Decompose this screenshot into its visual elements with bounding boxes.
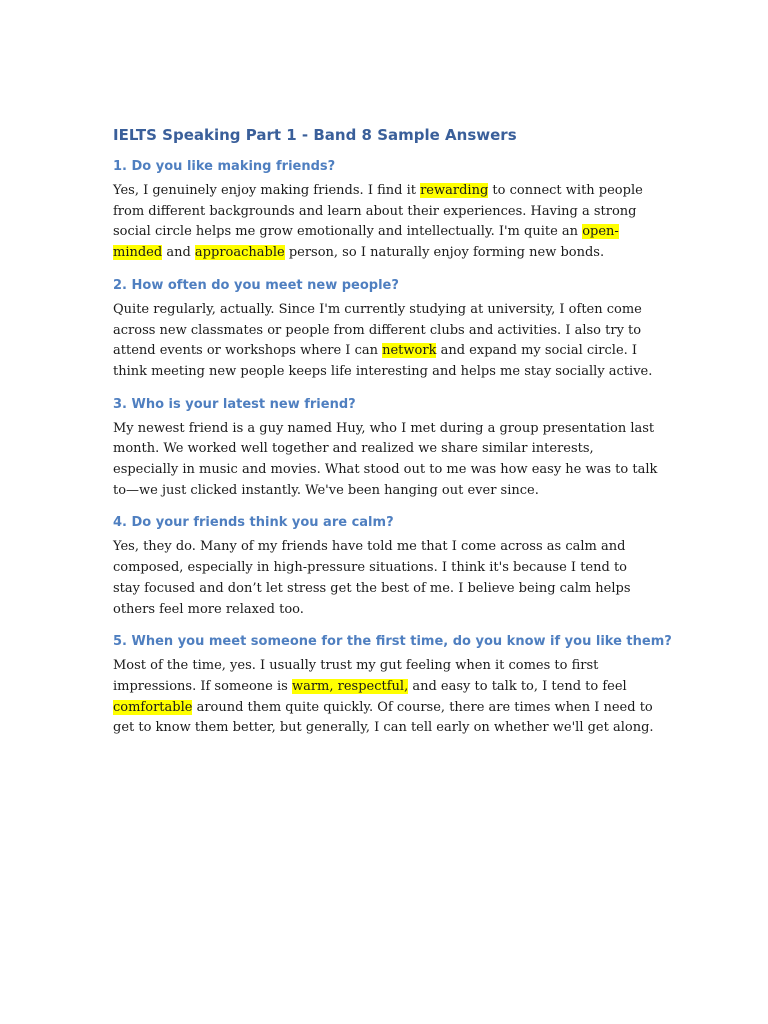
answer-text: Most of the time, yes. I usually trust my gut feeling when it comes to first impressions. If someone is <box>113 658 599 694</box>
question-heading: 2. How often do you meet new people? <box>113 277 399 293</box>
highlighted-term: approachable <box>194 245 285 261</box>
answer-text: and easy to talk to, I tend to feel <box>408 678 627 694</box>
answer-paragraph <box>113 300 658 383</box>
highlighted-term: network <box>382 343 437 359</box>
highlighted-term: warm, respectful, <box>291 678 409 694</box>
question-section-4 <box>113 513 658 620</box>
answer-paragraph <box>113 537 658 620</box>
question-heading: 1. Do you like making friends? <box>113 159 336 174</box>
answer-text: My newest friend is a guy named Huy, who I met during a group presentation last month. We worked well together and realized we share similar interests, especially in music and movies. What stood out to me was how easy he was to talk to—we just clicked instantly. We've been hanging out ever since. <box>113 420 658 498</box>
question-heading: 3. Who is your latest new friend? <box>113 396 356 412</box>
answer-text: to connect with people from different backgrounds and learn about their experiences. Having a strong social circle helps me grow emotionally and intellectually. I'm quite an <box>113 183 643 240</box>
answer-text: Quite regularly, actually. Since I'm currently studying at university, I often come across new classmates or people from different clubs and activities. I also try to attend events or workshops where I can <box>113 301 642 359</box>
answer-text: around them quite quickly. Of course, there are times when I need to get to know them better, but generally, I can tell early on whether we'll get along. <box>113 699 654 736</box>
question-section-2 <box>113 276 658 383</box>
document-title: IELTS Speaking Part 1 - Band 8 Sample Answers <box>113 126 517 144</box>
answer-text: and expand my social circle. I think meeting new people keeps life interesting and helps me stay socially active. <box>113 343 653 379</box>
answer-paragraph <box>113 656 658 739</box>
answer-text: person, so I naturally enjoy forming new bonds. <box>284 245 605 261</box>
question-section-3 <box>113 395 658 502</box>
highlighted-term: open-minded <box>113 224 619 261</box>
answer-text: Yes, I genuinely enjoy making friends. I find it <box>113 183 421 198</box>
question-section-1 <box>113 157 658 264</box>
answer-paragraph <box>113 419 658 502</box>
answer-text: Yes, they do. Many of my friends have told me that I come across as calm and composed, especially in high-pressure situations. I think it's because I tend to stay focused and don’t let stress get the best of me. I believe being calm helps others feel more relaxed too. <box>113 539 631 617</box>
question-section-5 <box>113 632 672 739</box>
answer-text: and <box>162 245 195 261</box>
question-heading: 4. Do your friends think you are calm? <box>113 515 394 531</box>
question-heading: 5. When you meet someone for the first time, do you know if you like them? <box>113 634 672 650</box>
document-page <box>113 124 672 751</box>
answer-paragraph <box>113 181 658 264</box>
highlighted-term: comfortable <box>113 699 193 715</box>
highlighted-term: rewarding <box>420 183 489 198</box>
